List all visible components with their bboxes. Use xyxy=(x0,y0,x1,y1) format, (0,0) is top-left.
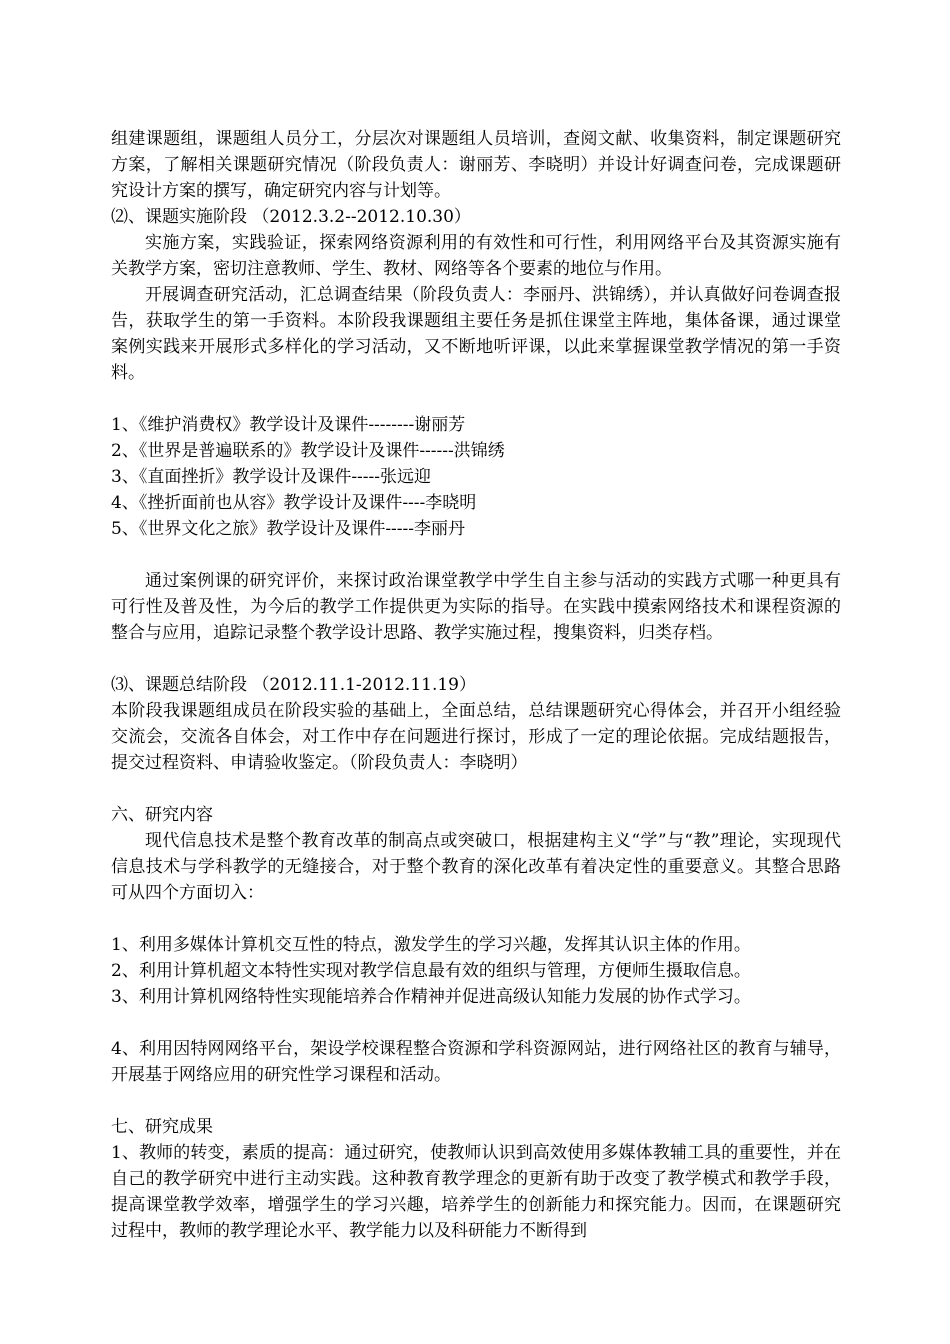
case-item-5: 5、《世界文化之旅》教学设计及课件-----李丽丹 xyxy=(111,519,466,539)
stage2-heading: ⑵、课题实施阶段 （2012.3.2--2012.10.30） xyxy=(111,207,471,227)
case-item-4: 4、《挫折面前也从容》教学设计及课件----李晓明 xyxy=(111,493,477,513)
spacer xyxy=(111,542,841,568)
stage2-paragraph-3: 通过案例课的研究评价，来探讨政治课堂教学中学生自主参与活动的实践方式哪一种更具有可行性及普及性，为今后的教学工作提供更为实际的指导。在实践中摸索网络技术和课程资源的整合与应用，追踪记录整个教学设计思路、教学实施过程，搜集资料，归类存档。 xyxy=(111,571,841,643)
section7-heading: 七、研究成果 xyxy=(111,1117,213,1137)
intro-paragraph: 组建课题组，课题组人员分工，分层次对课题组人员培训，查阅文献、收集资料，制定课题研究方案，了解相关课题研究情况（阶段负责人：谢丽芳、李晓明）并设计好调查问卷，完成课题研究设计方案的撰写，确定研究内容与计划等。 xyxy=(111,129,841,201)
section6-heading: 六、研究内容 xyxy=(111,805,213,825)
section7-paragraph: 1、教师的转变，素质的提高：通过研究，使教师认识到高效使用多媒体教辅工具的重要性，并在自己的教学研究中进行主动实践。这种教育教学理念的更新有助于改变了教学模式和教学手段，提高课堂教学效率，增强学生的学习兴趣，培养学生的创新能力和探究能力。因而，在课题研究过程中，教师的教学理论水平、教学能力以及科研能力不断得到 xyxy=(111,1143,841,1241)
section6-paragraph: 现代信息技术是整个教育改革的制高点或突破口，根据建构主义“学”与“教”理论，实现现代信息技术与学科教学的无缝接合，对于整个教育的深化改革有着决定性的重要意义。其整合思路可从四个方面切入： xyxy=(111,831,841,903)
stage2-paragraph-1: 实施方案，实践验证，探索网络资源利用的有效性和可行性，利用网络平台及其资源实施有关教学方案，密切注意教师、学生、教材、网络等各个要素的地位与作用。 xyxy=(111,233,841,279)
case-item-1: 1、《维护消费权》教学设计及课件--------谢丽芳 xyxy=(111,415,466,435)
spacer xyxy=(111,776,841,802)
spacer xyxy=(111,906,841,932)
integration-list xyxy=(111,932,841,1010)
integration-item-1: 1、利用多媒体计算机交互性的特点，激发学生的学习兴趣，发挥其认识主体的作用。 xyxy=(111,935,751,955)
stage3-paragraph: 本阶段我课题组成员在阶段实验的基础上，全面总结，总结课题研究心得体会，并召开小组经验交流会，交流各自体会，对工作中存在问题进行探讨，形成了一定的理论依据。完成结题报告，提交过程资料、申请验收鉴定。（阶段负责人：李晓明） xyxy=(111,701,841,773)
spacer xyxy=(111,1010,841,1036)
document-page xyxy=(111,126,841,1244)
integration-item-4: 4、利用因特网网络平台，架设学校课程整合资源和学科资源网站，进行网络社区的教育与辅导，开展基于网络应用的研究性学习课程和活动。 xyxy=(111,1039,841,1085)
case-list xyxy=(111,412,841,542)
spacer xyxy=(111,386,841,412)
spacer xyxy=(111,1088,841,1114)
stage2-paragraph-2: 开展调查研究活动，汇总调查结果（阶段负责人：李丽丹、洪锦绣），并认真做好问卷调查报告，获取学生的第一手资料。本阶段我课题组主要任务是抓住课堂主阵地，集体备课，通过课堂案例实践来开展形式多样化的学习活动，又不断地听评课，以此来掌握课堂教学情况的第一手资料。 xyxy=(111,285,841,383)
integration-item-3: 3、利用计算机网络特性实现能培养合作精神并促进高级认知能力发展的协作式学习。 xyxy=(111,987,751,1007)
case-item-3: 3、《直面挫折》教学设计及课件-----张远迎 xyxy=(111,467,432,487)
spacer xyxy=(111,646,841,672)
stage3-heading: ⑶、课题总结阶段 （2012.11.1-2012.11.19） xyxy=(111,675,477,695)
case-item-2: 2、《世界是普遍联系的》教学设计及课件------洪锦绣 xyxy=(111,441,505,461)
integration-item-2: 2、利用计算机超文本特性实现对教学信息最有效的组织与管理，方便师生摄取信息。 xyxy=(111,961,751,981)
